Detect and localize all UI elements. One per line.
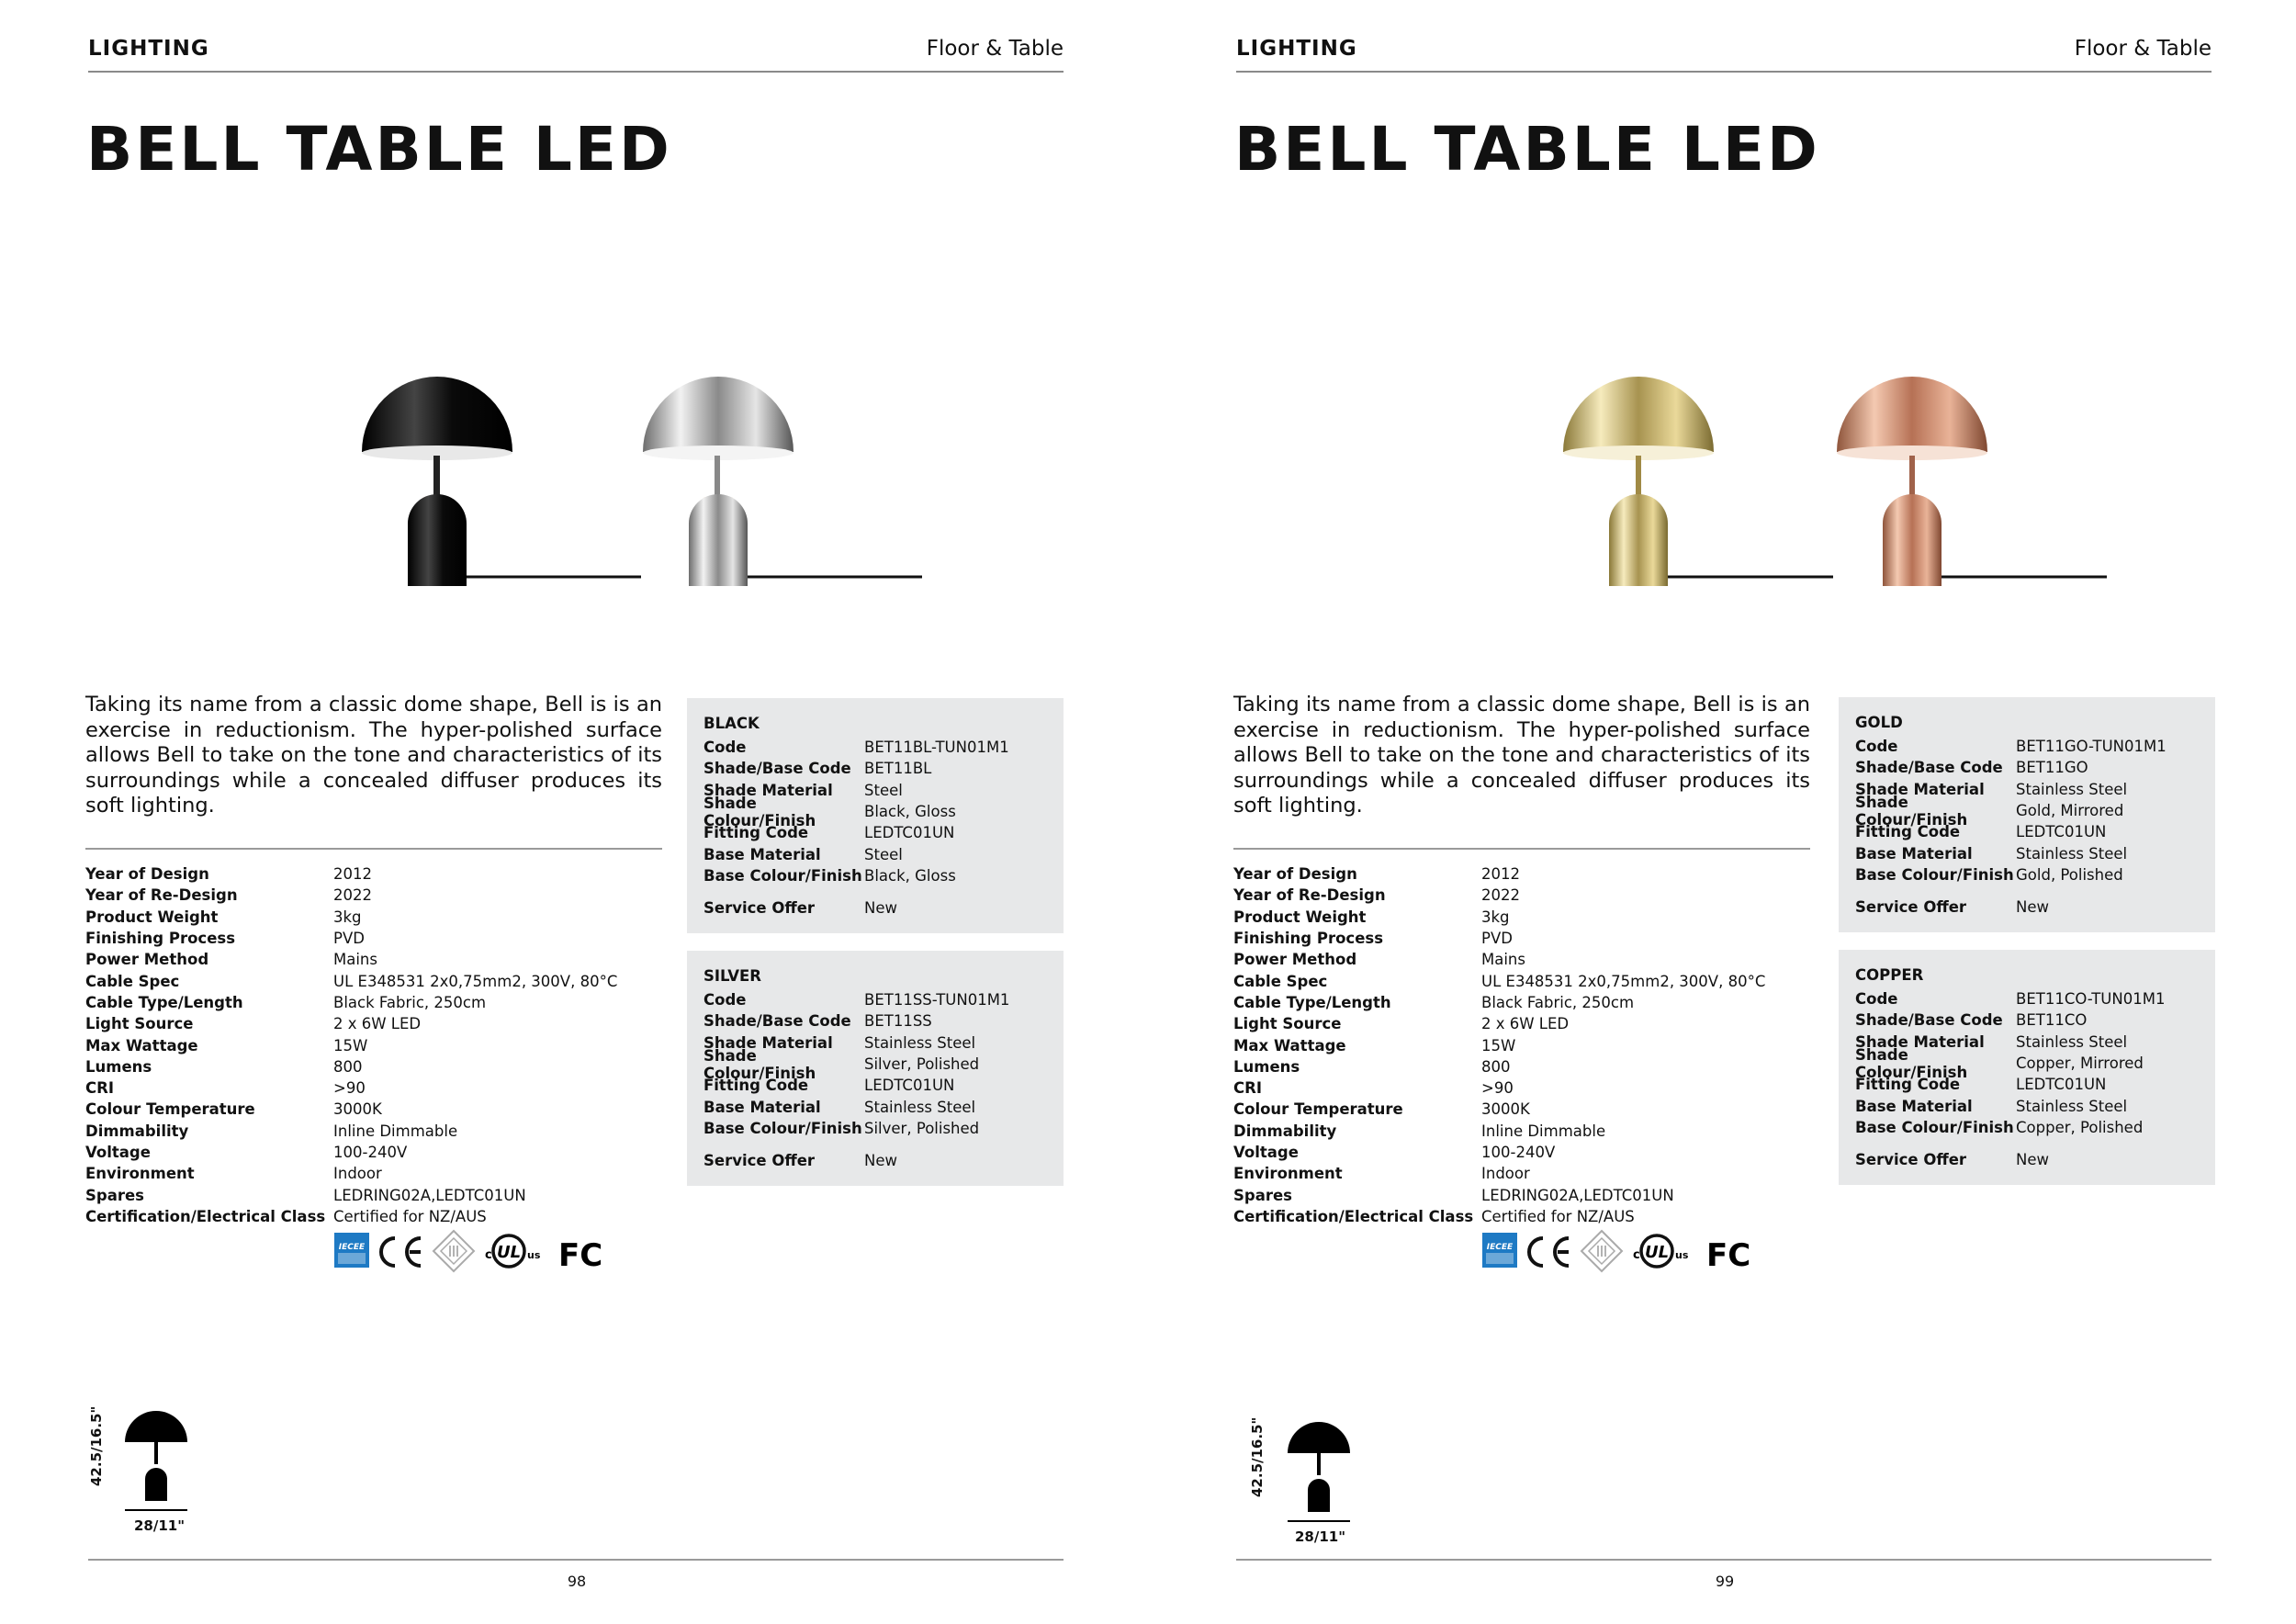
finish-row	[1855, 1074, 2215, 1095]
finish-label: Shade/Base Code	[703, 1012, 851, 1031]
spec-label: Year of Re-Design	[1233, 886, 1386, 905]
spec-row	[1233, 1163, 1821, 1184]
product-image-gold-copper	[1497, 331, 2158, 606]
finish-value: BET11BL	[864, 760, 932, 778]
description-divider	[1233, 848, 1810, 850]
finish-label: Code	[1855, 990, 1898, 1009]
spec-value: Certified for NZ/AUS	[1481, 1207, 1635, 1225]
spec-label: Spares	[1233, 1186, 1292, 1204]
spec-value: Indoor	[1481, 1165, 1530, 1183]
fcc-logo-text: FC	[1706, 1237, 1751, 1274]
finish-label: Base Colour/Finish	[703, 866, 862, 885]
finish-value: Black, Gloss	[864, 866, 956, 885]
certification-logos	[332, 1229, 608, 1275]
finish-value: Gold, Mirrored	[2016, 802, 2124, 820]
spec-value: Black Fabric, 250cm	[333, 993, 487, 1011]
ul-us-mark: us	[527, 1249, 541, 1261]
finish-value: BET11BL-TUN01M1	[864, 739, 1009, 757]
finish-value: BET11GO	[2016, 759, 2088, 777]
service-offer-row	[703, 897, 1064, 919]
spec-value: 2022	[333, 886, 372, 905]
spec-label: Cable Type/Length	[1233, 993, 1391, 1011]
finish-row	[1855, 1117, 2215, 1138]
finish-label: Service Offer	[703, 899, 816, 918]
black-lamp	[362, 377, 641, 586]
class-ii-diamond-icon	[433, 1231, 474, 1271]
spec-label: Max Wattage	[1233, 1036, 1346, 1054]
dimension-height: 42.5/16.5"	[88, 1405, 105, 1486]
spec-row	[1233, 1121, 1821, 1142]
finish-label: Fitting Code	[703, 1077, 809, 1095]
finish-value: BET11CO	[2016, 1011, 2088, 1030]
spec-value: 15W	[333, 1036, 368, 1054]
spec-label: Dimmability	[1233, 1122, 1337, 1140]
spec-value: 2022	[1481, 886, 1520, 905]
spec-row	[85, 863, 673, 885]
spec-value: >90	[1481, 1079, 1514, 1098]
spec-table	[85, 863, 673, 1227]
spec-row	[1233, 1206, 1821, 1227]
copper-lamp	[1837, 377, 2107, 586]
spec-row	[85, 1206, 673, 1227]
gold-lamp	[1563, 377, 1833, 586]
finish-label: Fitting Code	[1855, 823, 1961, 841]
finish-label: Code	[703, 739, 747, 757]
finish-row	[703, 822, 1064, 843]
service-offer-row	[703, 1150, 1064, 1171]
spec-label: Finishing Process	[85, 930, 236, 948]
spec-label: Environment	[1233, 1165, 1343, 1183]
finish-label: Base Material	[1855, 844, 1973, 863]
spec-label: Colour Temperature	[1233, 1100, 1403, 1119]
finish-row	[703, 989, 1064, 1010]
finish-label: Shade Colour/Finish	[1855, 1045, 1968, 1081]
spec-label: Power Method	[1233, 951, 1357, 969]
finish-row	[1855, 821, 2215, 842]
finish-label: Fitting Code	[1855, 1076, 1961, 1094]
description-divider	[85, 848, 662, 850]
finish-label: Code	[1855, 738, 1898, 756]
spec-value: UL E348531 2x0,75mm2, 300V, 80°C	[333, 972, 618, 990]
spec-label: Voltage	[85, 1144, 151, 1161]
footer-divider	[88, 1559, 1064, 1561]
spec-value: PVD	[333, 930, 365, 948]
spec-label: Certification/Electrical Class	[1233, 1207, 1474, 1225]
finish-value: Copper, Polished	[2016, 1118, 2144, 1136]
ul-listed-icon	[1633, 1235, 1689, 1267]
spec-row	[85, 1034, 673, 1055]
finish-value: LEDTC01UN	[864, 824, 955, 842]
finish-row	[1855, 988, 2215, 1009]
spec-value: 100-240V	[333, 1144, 408, 1161]
ul-mark: UL	[1644, 1243, 1670, 1262]
finish-row	[703, 1096, 1064, 1117]
finish-title: BLACK	[703, 715, 760, 732]
spec-row	[1233, 907, 1821, 928]
ul-c-mark: c	[485, 1248, 492, 1262]
finish-value: BET11SS	[864, 1012, 932, 1031]
spec-label: Light Source	[1233, 1015, 1342, 1033]
spec-label: Year of Re-Design	[85, 886, 238, 905]
fcc-logo-text: FC	[558, 1237, 603, 1274]
finish-value: LEDTC01UN	[2016, 1076, 2107, 1094]
finish-card-gold	[1839, 697, 2215, 932]
finish-label: Shade Colour/Finish	[1855, 793, 1968, 829]
finish-label: Base Colour/Finish	[1855, 865, 2014, 884]
product-title: BELL TABLE LED	[1234, 114, 1820, 185]
spec-row	[85, 1184, 673, 1205]
spec-label: Colour Temperature	[85, 1100, 255, 1119]
product-description: Taking its name from a classic dome shape, Bell is is an exercise in reductionism. The hyper-polished surface allows Bell to take on the tone and characteristics of its surroundings while a concealed diffuser produces its soft lighting.	[85, 693, 662, 818]
finish-row	[703, 758, 1064, 779]
spec-row	[1233, 1184, 1821, 1205]
spec-value: Inline Dimmable	[333, 1122, 458, 1140]
section-label: LIGHTING	[88, 37, 209, 61]
finish-label: Shade/Base Code	[1855, 1011, 2003, 1030]
class-ii-diamond-icon	[1581, 1231, 1622, 1271]
dimension-width: 28/11"	[134, 1517, 186, 1534]
ce-mark-icon	[1529, 1238, 1569, 1266]
finish-value: BET11GO-TUN01M1	[2016, 738, 2167, 756]
finish-label: Base Material	[703, 1098, 821, 1116]
finish-value: New	[2016, 1151, 2049, 1169]
page-number: 99	[1715, 1573, 1735, 1590]
spec-value: 3kg	[333, 908, 362, 926]
catalog-page-right	[1148, 0, 2296, 1624]
spec-value: 100-240V	[1481, 1144, 1556, 1161]
dimension-width: 28/11"	[1295, 1528, 1346, 1545]
spec-value: Inline Dimmable	[1481, 1122, 1606, 1140]
spec-row	[1233, 1034, 1821, 1055]
spec-value: UL E348531 2x0,75mm2, 300V, 80°C	[1481, 972, 1766, 990]
finish-value: BET11SS-TUN01M1	[864, 991, 1010, 1009]
finish-row	[1855, 864, 2215, 885]
ul-c-mark: c	[1633, 1248, 1640, 1262]
finish-label: Base Colour/Finish	[1855, 1118, 2014, 1136]
silver-lamp	[643, 377, 922, 586]
spec-value: 2 x 6W LED	[1481, 1015, 1570, 1033]
fcc-logo-icon	[1706, 1237, 1750, 1274]
finish-row	[703, 865, 1064, 886]
finish-card-silver	[687, 951, 1064, 1186]
spec-row	[1233, 949, 1821, 970]
spec-row	[1233, 863, 1821, 885]
finish-label: Fitting Code	[703, 824, 809, 842]
spec-row	[1233, 1142, 1821, 1163]
finish-value: Stainless Steel	[864, 1098, 976, 1116]
finish-label: Base Material	[703, 845, 821, 863]
iecee-logo-text: IECEE	[338, 1243, 366, 1252]
spec-label: Cable Spec	[85, 972, 180, 990]
spec-row	[85, 1142, 673, 1163]
spec-label: Dimmability	[85, 1122, 189, 1140]
section-label: LIGHTING	[1236, 37, 1357, 61]
finish-value: New	[864, 899, 897, 918]
finish-row	[1855, 1009, 2215, 1031]
spec-row	[1233, 1013, 1821, 1034]
finish-label: Shade Material	[703, 781, 833, 799]
finish-value: Steel	[864, 845, 903, 863]
finish-label: Code	[703, 991, 747, 1009]
finish-row	[1855, 736, 2215, 757]
finish-label: Service Offer	[1855, 898, 1967, 917]
finish-row	[703, 1075, 1064, 1096]
iecee-logo-icon	[334, 1233, 369, 1268]
spec-row	[1233, 1056, 1821, 1077]
spec-value: Black Fabric, 250cm	[1481, 993, 1635, 1011]
finish-value: BET11CO-TUN01M1	[2016, 990, 2166, 1009]
ul-us-mark: us	[1675, 1249, 1689, 1261]
spec-value: 15W	[1481, 1036, 1516, 1054]
spec-row	[1233, 1077, 1821, 1099]
spec-value: 3kg	[1481, 908, 1510, 926]
finish-row	[703, 794, 1064, 829]
spec-value: >90	[333, 1079, 366, 1098]
finish-label: Service Offer	[1855, 1151, 1967, 1169]
spec-label: Finishing Process	[1233, 930, 1384, 948]
spec-label: Light Source	[85, 1015, 194, 1033]
finish-label: Shade Colour/Finish	[703, 794, 816, 829]
finish-label: Base Material	[1855, 1097, 1973, 1115]
finish-row	[703, 843, 1064, 864]
spec-value: LEDRING02A,LEDTC01UN	[333, 1186, 526, 1204]
iecee-logo-text: IECEE	[1486, 1243, 1514, 1252]
page-number: 98	[567, 1573, 587, 1590]
finish-row	[1855, 842, 2215, 863]
spec-label: Environment	[85, 1165, 195, 1183]
finish-value: Silver, Polished	[864, 1119, 980, 1137]
finish-value: Stainless Steel	[864, 1033, 976, 1052]
header-divider	[1236, 71, 2212, 73]
finish-title: GOLD	[1855, 714, 1903, 731]
spec-value: 800	[1481, 1057, 1511, 1076]
spec-row	[85, 928, 673, 949]
spec-label: Spares	[85, 1186, 144, 1204]
finish-row	[1855, 1095, 2215, 1116]
spec-value: 2012	[333, 865, 372, 884]
spec-value: LEDRING02A,LEDTC01UN	[1481, 1186, 1674, 1204]
product-image-black-silver	[349, 331, 1010, 606]
spec-row	[1233, 970, 1821, 991]
product-description: Taking its name from a classic dome shape, Bell is is an exercise in reductionism. The hyper-polished surface allows Bell to take on the tone and characteristics of its surroundings while a concealed diffuser produces its soft lighting.	[1233, 693, 1810, 818]
spec-row	[85, 907, 673, 928]
footer-divider	[1236, 1559, 2212, 1561]
dimension-height: 42.5/16.5"	[1249, 1416, 1266, 1497]
finish-value: New	[2016, 898, 2049, 917]
finish-label: Base Colour/Finish	[703, 1119, 862, 1137]
finish-value: Silver, Polished	[864, 1055, 980, 1074]
finish-row	[703, 1046, 1064, 1082]
spec-label: Year of Design	[85, 865, 209, 884]
spec-label: Year of Design	[1233, 865, 1357, 884]
spec-label: Cable Type/Length	[85, 993, 243, 1011]
spec-value: 800	[333, 1057, 363, 1076]
spec-row	[85, 1077, 673, 1099]
finish-row	[703, 737, 1064, 758]
spec-value: 2 x 6W LED	[333, 1015, 422, 1033]
finish-value: Gold, Polished	[2016, 865, 2123, 884]
spec-label: Power Method	[85, 951, 209, 969]
finish-label: Service Offer	[703, 1152, 816, 1170]
spec-value: 3000K	[333, 1100, 382, 1119]
finish-value: Black, Gloss	[864, 803, 956, 821]
spec-row	[85, 992, 673, 1013]
finish-label: Shade Colour/Finish	[703, 1046, 816, 1082]
ul-listed-icon	[485, 1235, 541, 1267]
finish-label: Shade Material	[1855, 780, 1985, 798]
service-offer-row	[1855, 897, 2215, 918]
finish-value: New	[864, 1152, 897, 1170]
service-offer-row	[1855, 1149, 2215, 1170]
iecee-logo-icon	[1482, 1233, 1517, 1268]
spec-value: 3000K	[1481, 1100, 1530, 1119]
finish-label: Shade Material	[1855, 1032, 1985, 1051]
spec-value: Mains	[333, 951, 377, 969]
header-divider	[88, 71, 1064, 73]
spec-value: Certified for NZ/AUS	[333, 1207, 487, 1225]
spec-row	[85, 1056, 673, 1077]
ul-mark: UL	[496, 1243, 522, 1262]
spec-value: Mains	[1481, 951, 1525, 969]
spec-row	[1233, 885, 1821, 906]
spec-value: 2012	[1481, 865, 1520, 884]
spec-row	[85, 970, 673, 991]
spec-label: Product Weight	[85, 908, 219, 926]
spec-value: Indoor	[333, 1165, 382, 1183]
spec-label: CRI	[85, 1079, 114, 1098]
spec-label: Max Wattage	[85, 1036, 198, 1054]
finish-title: COPPER	[1855, 966, 1924, 984]
finish-value: LEDTC01UN	[2016, 823, 2107, 841]
spec-value: PVD	[1481, 930, 1513, 948]
finish-value: Stainless Steel	[2016, 1097, 2128, 1115]
finish-card-black	[687, 698, 1064, 933]
spec-row	[85, 1163, 673, 1184]
finish-value: LEDTC01UN	[864, 1077, 955, 1095]
category-label: Floor & Table	[2074, 37, 2212, 61]
spec-row	[85, 1013, 673, 1034]
spec-table	[1233, 863, 1821, 1227]
product-title: BELL TABLE LED	[86, 114, 672, 185]
finish-label: Shade/Base Code	[703, 760, 851, 778]
finish-value: Stainless Steel	[2016, 1032, 2128, 1051]
finish-row	[1855, 757, 2215, 778]
spec-label: Certification/Electrical Class	[85, 1207, 326, 1225]
spec-label: Product Weight	[1233, 908, 1367, 926]
spec-row	[1233, 1099, 1821, 1120]
spec-label: Voltage	[1233, 1144, 1299, 1161]
ce-mark-icon	[381, 1238, 421, 1266]
finish-title: SILVER	[703, 967, 762, 985]
finish-label: Shade/Base Code	[1855, 759, 2003, 777]
certification-logos	[1480, 1229, 1756, 1275]
finish-row	[1855, 793, 2215, 829]
spec-row	[1233, 992, 1821, 1013]
finish-value: Copper, Mirrored	[2016, 1054, 2144, 1073]
spec-row	[1233, 928, 1821, 949]
fcc-logo-icon	[558, 1237, 602, 1274]
finish-row	[703, 1118, 1064, 1139]
spec-label: Lumens	[85, 1057, 152, 1076]
finish-card-copper	[1839, 950, 2215, 1185]
finish-label: Shade Material	[703, 1033, 833, 1052]
spec-row	[85, 1099, 673, 1120]
finish-value: Stainless Steel	[2016, 780, 2128, 798]
finish-value: Steel	[864, 781, 903, 799]
category-label: Floor & Table	[926, 37, 1064, 61]
spec-row	[85, 949, 673, 970]
spec-row	[85, 885, 673, 906]
spec-label: Cable Spec	[1233, 972, 1328, 990]
spec-label: Lumens	[1233, 1057, 1300, 1076]
spec-label: CRI	[1233, 1079, 1262, 1098]
spec-row	[85, 1121, 673, 1142]
finish-row	[703, 1010, 1064, 1032]
finish-value: Stainless Steel	[2016, 844, 2128, 863]
finish-row	[1855, 1045, 2215, 1081]
